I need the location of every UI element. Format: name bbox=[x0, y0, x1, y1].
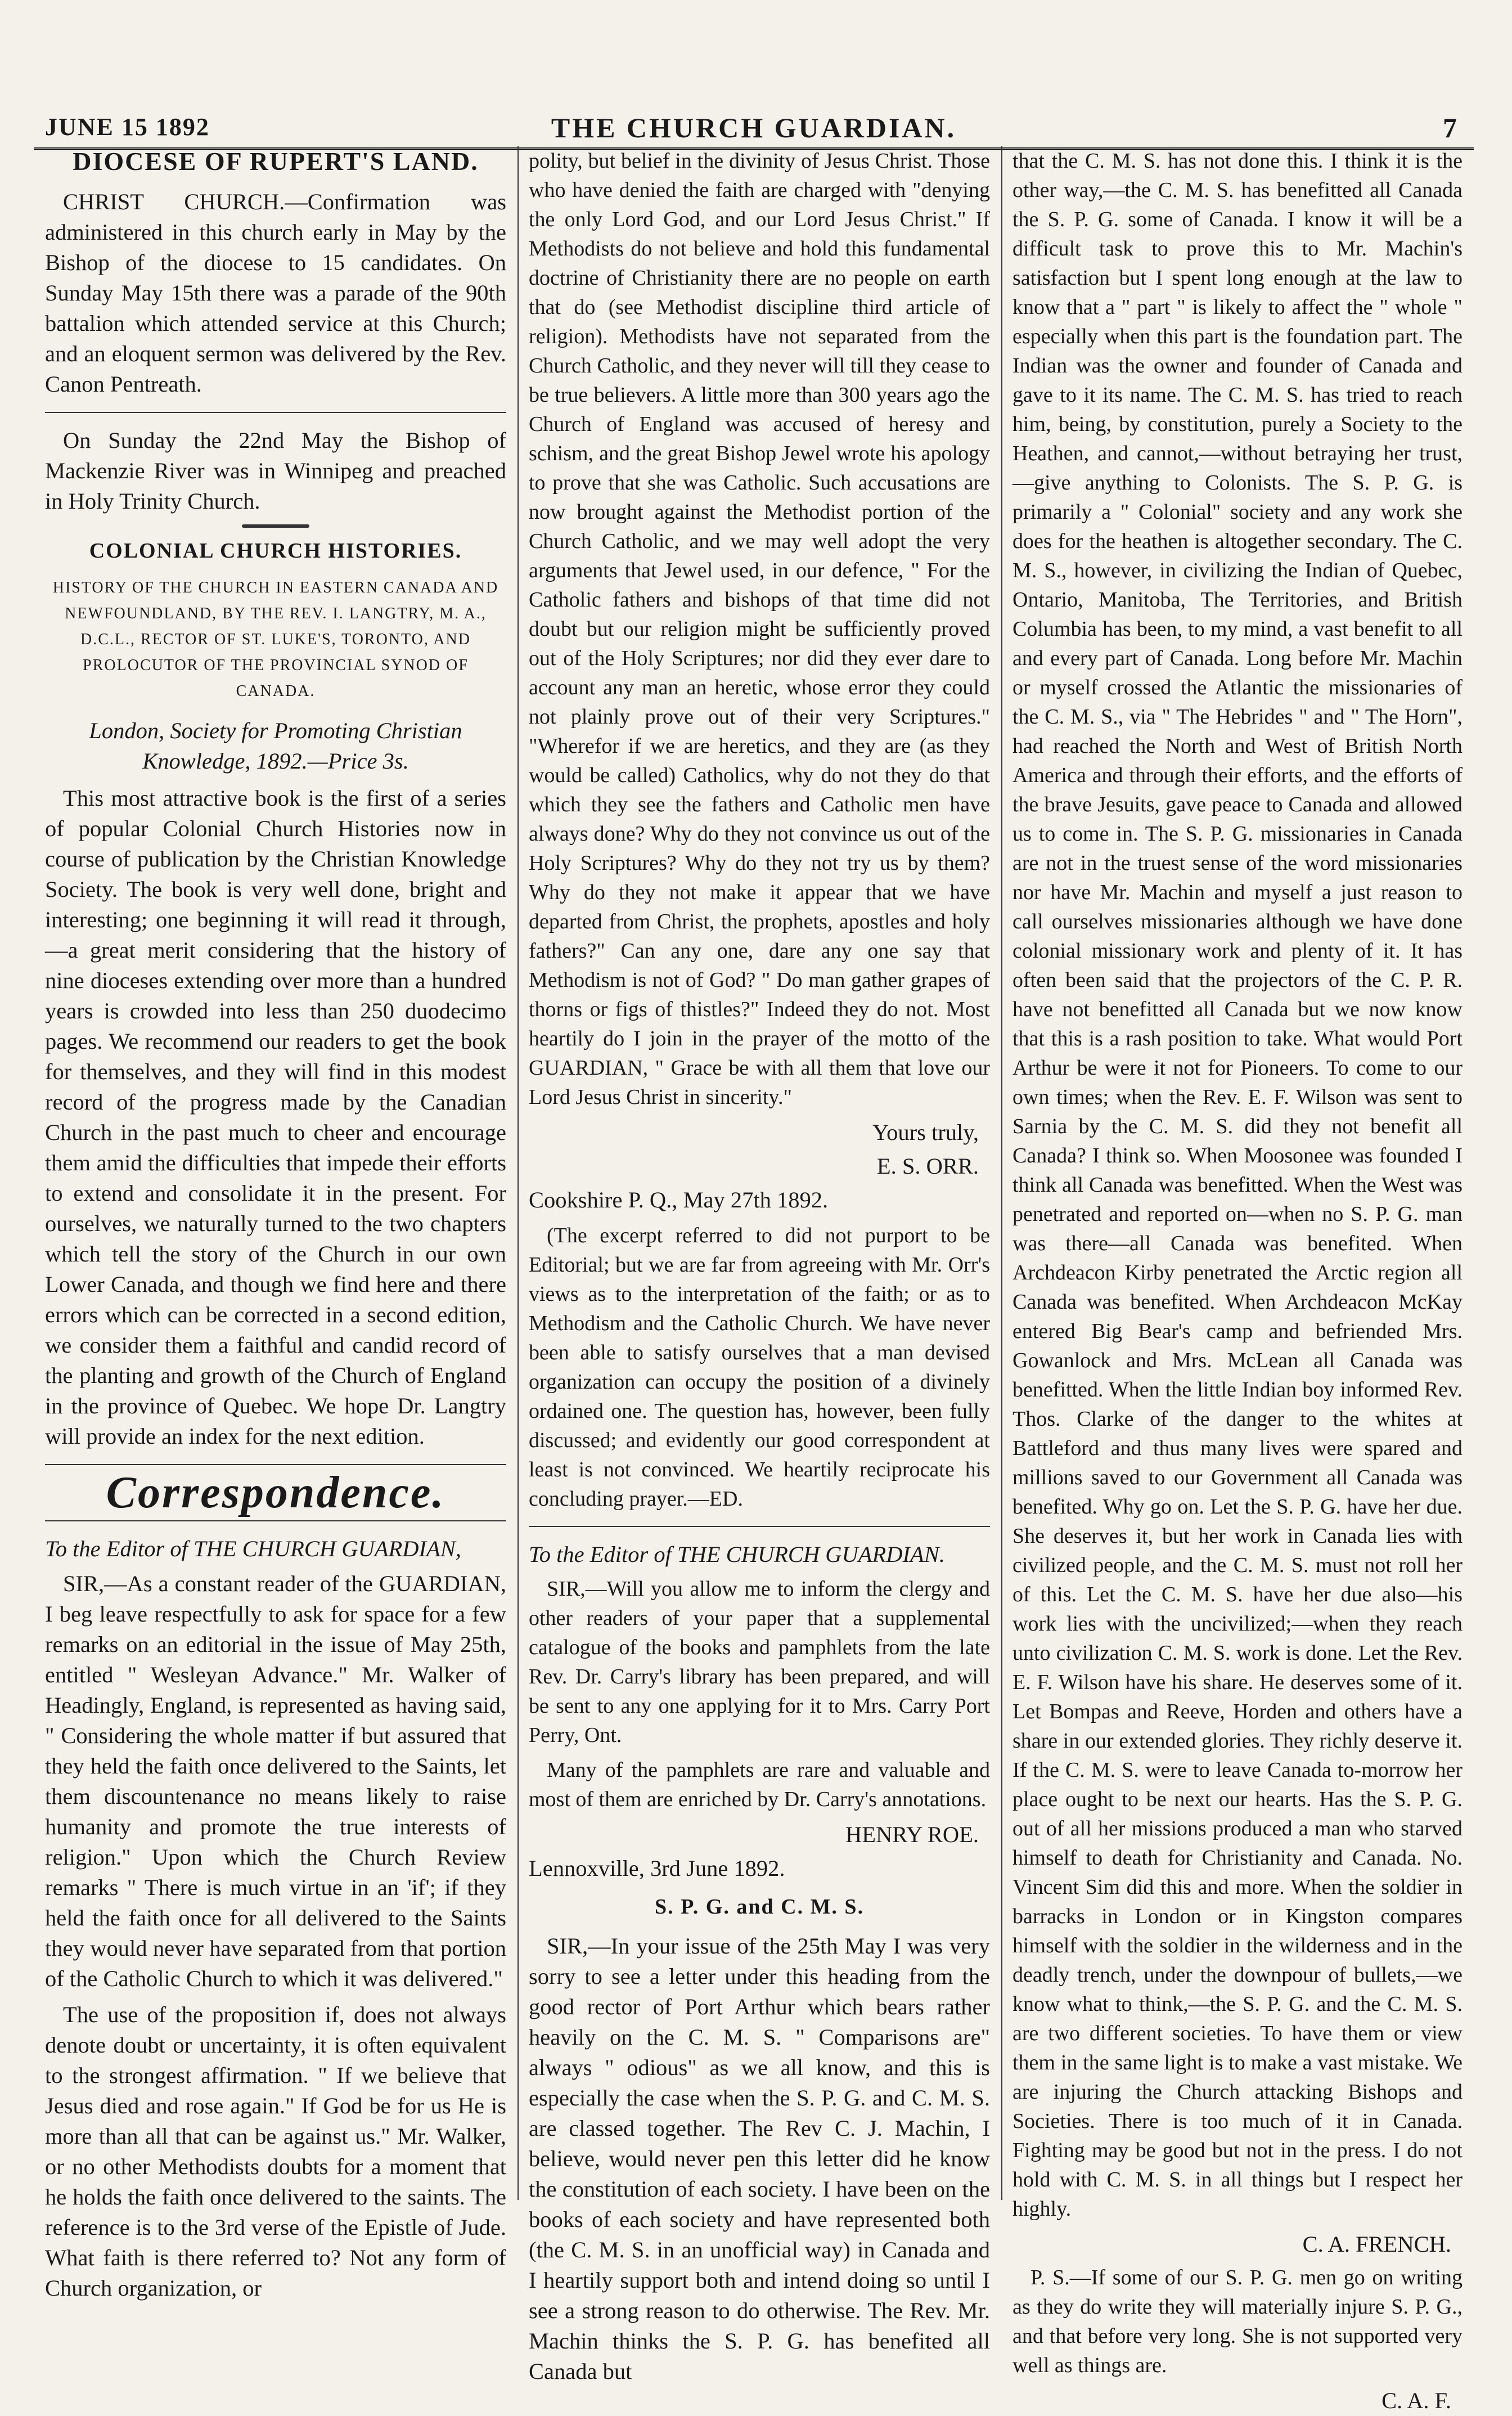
heading-ruperts-land: DIOCESE OF RUPERT'S LAND. bbox=[73, 147, 479, 176]
letter-walker-part2: The use of the proposition if, does not always denote doubt or uncertainty, it is often equivalent to the strongest affirmation. " If we believe that Jesus died and rose again." If God be for us He is more than all that can be against us." Mr. Walker, or no other Methodists doubts for a moment that he holds the faith once delivered to the saints. The reference is to the 3rd verse of the Epistle of Jude. What faith is there referred to? Not any form of Church organization, or bbox=[45, 2002, 506, 2301]
divider bbox=[45, 1520, 506, 1521]
ornamental-divider bbox=[242, 524, 309, 528]
letter-spg: SIR,—In your issue of the 25th May I was very sorry to see a letter under this heading from the good rector of Port Arthur which bears rather heavily on the C. M. S. " Comparisons are" always " odious" as we all know, and this is especially the case when the S. P. G. and C. M. S. are classed together. The Rev C. J. Machin, I believe, would never pen this letter did he know the constitution of each society. I have been on the books of each society and have represented both (the C. M. S. in an unofficial way) in Canada and I heartily support both and intend doing so until I see a strong reason to do otherwise. The Rev. Mr. Machin thinks the S. P. G. has benefited all Canada but bbox=[529, 1933, 990, 2384]
closing-yours-truly: Yours truly, bbox=[872, 1120, 979, 1145]
signature-caf: C. A. F. bbox=[1382, 2388, 1451, 2413]
newspaper-title: THE CHURCH GUARDIAN. bbox=[551, 112, 957, 143]
column-2 bbox=[529, 146, 990, 2384]
signature-french: C. A. FRENCH. bbox=[1302, 2231, 1451, 2257]
editorial-note: (The excerpt referred to did not purport to be Editorial; but we are far from agreeing with Mr. Orr's views as to the interpretation of the faith; or as to Methodism and the Catholic Church. We have never been able to satisfy ourselves that a man devised organization can occupy the position of a divinely ordained one. The question has, however, been fully discussed; and evidently our good correspondent at least is not convinced. We heartily reciprocate his concluding prayer.—ED. bbox=[529, 1224, 990, 1511]
divider bbox=[529, 1526, 990, 1527]
salutation-2: To the Editor of THE CHURCH GUARDIAN. bbox=[529, 1542, 945, 1567]
heading-colonial-histories: COLONIAL CHURCH HISTORIES. bbox=[89, 539, 462, 563]
letter-walker-part1: SIR,—As a constant reader of the GUARDIAN, I beg leave respectfully to ask for space for a few remarks on an editorial in the issue of May 25th, entitled " Wesleyan Advance." Mr. Walker of Headingly, England, is represented as having said, " Considering the whole matter if but assured that they held the faith once delivered to the Saints, let them discountenance no means likely to raise humanity and promote the true interests of religion." Upon which the Church Review remarks " There is much virtue in an 'if'; if they held the faith once for all delivered to the Saints they would never have separated from that portion of the Catholic Church to which it was delivered." bbox=[45, 1571, 506, 1991]
signature-roe: HENRY ROE. bbox=[845, 1822, 979, 1847]
letter-carry-library: SIR,—Will you allow me to inform the clergy and other readers of your paper that a supplemental catalogue of the books and pamphlets from the late Rev. Dr. Carry's library has been prepared, and will be sent to any one applying for it to Mrs. Carry Port Perry, Ont. bbox=[529, 1577, 990, 1747]
signature-orr: E. S. ORR. bbox=[876, 1153, 979, 1179]
column-divider-2 bbox=[1001, 146, 1002, 2200]
letter-pamphlets: Many of the pamphlets are rare and valuable and most of them are enriched by Dr. Carry's annotations. bbox=[529, 1758, 990, 1811]
history-subtitle: HISTORY OF THE CHURCH IN EASTERN CANADA AND NEWFOUNDLAND, BY THE REV. I. LANGTRY, M. A., D.C.L., RECTOR OF ST. LUKE'S, TORONTO, AND PROLOCUTOR OF THE PROVINCIAL SYNOD OF CANADA. bbox=[52, 579, 499, 700]
article-mackenzie-river: On Sunday the 22nd May the Bishop of Mackenzie River was in Winnipeg and preached in Holy Trinity Church. bbox=[45, 428, 506, 514]
divider bbox=[45, 412, 506, 413]
book-review: This most attractive book is the first of a series of popular Colonial Church Histories now in course of publication by the Christian Knowledge Society. The book is very well done, bright and interesting; one beginning it will read it through,—a great merit considering that the history of nine dioceses extending over more than a hundred years is crowded into less than 250 duodecimo pages. We recommend our readers to get the book for themselves, and they will find in this modest record of the progress made by the Canadian Church in the past much to cheer and encourage them amid the difficulties that impede their efforts to extend and consolidate it in the present. For ourselves, we naturally turned to the two chapters which tell the story of the Church in our own Lower Canada, and though we find here and there errors which can be corrected in a second edition, we consider them a faithful and candid record of the planting and growth of the Church of England in the province of Quebec. We hope Dr. Langtry will provide an index for the next edition. bbox=[45, 785, 506, 1449]
article-christ-church: CHRIST CHURCH.—Confirmation was administered in this church early in May by the Bishop of the diocese to 15 candidates. On Sunday May 15th there was a parade of the 90th battalion which attended service at this Church; and an eloquent sermon was delivered by the Rev. Canon Pentreath. bbox=[45, 189, 506, 397]
salutation: To the Editor of THE CHURCH GUARDIAN, bbox=[45, 1536, 461, 1561]
letter-polity: polity, but belief in the divinity of Jesus Christ. Those who have denied the faith are charged with "denying the only Lord God, and our Lord Jesus Christ." If Methodists do not believe and hold this fundamental doctrine of Christianity there are no people on earth that do (see Methodist discipline third article of religion). Methodists have not separated from the Church Catholic, and they never will till they cease to be true believers. A little more than 300 years ago the Church of England was accused of heresy and schism, and the great Bishop Jewel wrote his apology to prove that she was Catholic. Such accusations are now brought against the Methodist portion of the Church Catholic, and we may well adopt the very arguments that Jewel used, in our defence, " For the Catholic fathers and bishops of that time did not doubt but our religion might be sufficiently proved out of the Holy Scriptures; nor did they ever dare to account any man an heretic, whose error they could not plainly prove out of their very Scriptures." "Wherefor if we are heretics, and they are (as they would be called) Catholics, why do not they do that which they see the fathers and Catholic men have always done? Why do they not convince us out of the Holy Scriptures? Why do they not try us by them? Why do they not make it appear that we have departed from Christ, the prophets, apostles and holy fathers?" Can any one, dare any one say that Methodism is not of God? " Do man gather grapes of thorns or figs of thistles?" Indeed they do not. Most heartily do I join in the prayer of the motto of the GUARDIAN, " Grace be with all them that love our Lord Jesus Christ in sincerity." bbox=[529, 149, 990, 1109]
divider bbox=[45, 1464, 506, 1465]
dateline-lennoxville: Lennoxville, 3rd June 1892. bbox=[529, 1856, 785, 1881]
postscript: P. S.—If some of our S. P. G. men go on writing as they do write they will materially injure S. P. G., and that before very long. She is not supported very well as things are. bbox=[1012, 2266, 1462, 2377]
issue-date: JUNE 15 1892 bbox=[45, 113, 210, 141]
letter-cms-continued: that the C. M. S. has not done this. I think it is the other way,—the C. M. S. has benefitted all Canada the S. P. G. some of Canada. I know it will be a difficult task to prove this to Mr. Machin's satisfaction but I spent long enough at the law to know that a " part " is likely to affect the " whole " especially when this part is the foundation part. The Indian was the owner and founder of Canada and gave to it its name. The C. M. S. has tried to reach him, being, by constitution, purely a Society to the Heathen, and cannot,—without betraying her trust,—give anything to Colonists. The S. P. G. is primarily a " Colonial" society and any work she does for the heathen is altogether secondary. The C. M. S., however, in civilizing the Indian of Quebec, Ontario, Manitoba, The Territories, and British Columbia has been, to my mind, a vast benefit to all and every part of Canada. Long before Mr. Machin or myself crossed the Atlantic the missionaries of the C. M. S., via " The Hebrides " and " The Horn", had reached the North and West of British North America and through their efforts, and the efforts of the brave Jesuits, gave peace to Canada and allowed us to come in. The S. P. G. missionaries in Canada are not in the truest sense of the word missionaries nor have Mr. Machin and myself a just reason to call ourselves missionaries although we have done colonial missionary work and plenty of it. It has often been said that the projectors of the C. P. R. have not benefitted all Canada but we now know that this is a rash position to take. What would Port Arthur be were it not for Pioneers. To come to our own times; when the Rev. E. F. Wilson was sent to Sarnia by the C. M. S. did they not benefit all Canada? I think so. When Moosonee was founded I think all Canada was benefitted. When the West was penetrated and reported on—when no S. P. G. man was there—all Canada was benefited. When Archdeacon Kirby penetrated the Arctic region all Canada was benefited. When Archdeacon McKay entered Big Bear's camp and befriended Mrs. Gowanlock and Mrs. McLean all Canada was benefitted. When the little Indian boy informed Rev. Thos. Clarke of the danger to the whites at Battleford and thus many lives were spared and millions saved to our Government all Canada was benefited. Why go on. Let the S. P. G. have her due. She deserves it, but her work in Canada lies with civilized people, and the C. M. S. must not roll her of this. Let the C. M. S. have her due also—his work lies with the uncivilized;—when they reach unto civilization C. M. S. work is done. Let the Rev. E. F. Wilson have his share. He deserves some of it. Let Bompas and Reeve, Horden and others have a share in our extended glories. They richly deserve it. If the C. M. S. were to leave Canada to-morrow her place ought to be next our hearts. Has the S. P. G. out of all her missions produced a man who starved himself to death for Christianity and Canada. No. Vincent Sim did this and more. When the soldier in barracks in London or in Kingston compares himself with the soldier in the wilderness and in the deadly trench, under the downpour of bullets,—we know what to think,—the S. P. G. and the C. M. S. are two different societies. To have them or view them in the same light is to make a vast mistake. We are injuring the Church attacking Bishops and Societies. There is too much of it in Canada. Fighting may be good but not in the press. I do not hold with C. M. S. in all things but I respect her highly. bbox=[1012, 149, 1462, 2221]
heading-spg-cms: S. P. G. and C. M. S. bbox=[654, 1895, 865, 1919]
column-1 bbox=[45, 146, 506, 2301]
column-3 bbox=[1012, 146, 1462, 2413]
column-divider-1 bbox=[518, 146, 519, 2200]
dateline-cookshire: Cookshire P. Q., May 27th 1892. bbox=[529, 1187, 829, 1213]
heading-correspondence: Correspondence. bbox=[106, 1468, 446, 1517]
publisher-line: London, Society for Promoting Christian Knowledge, 1892.—Price 3s. bbox=[89, 718, 462, 774]
masthead bbox=[34, 17, 1474, 143]
page-number: 7 bbox=[1443, 112, 1457, 143]
